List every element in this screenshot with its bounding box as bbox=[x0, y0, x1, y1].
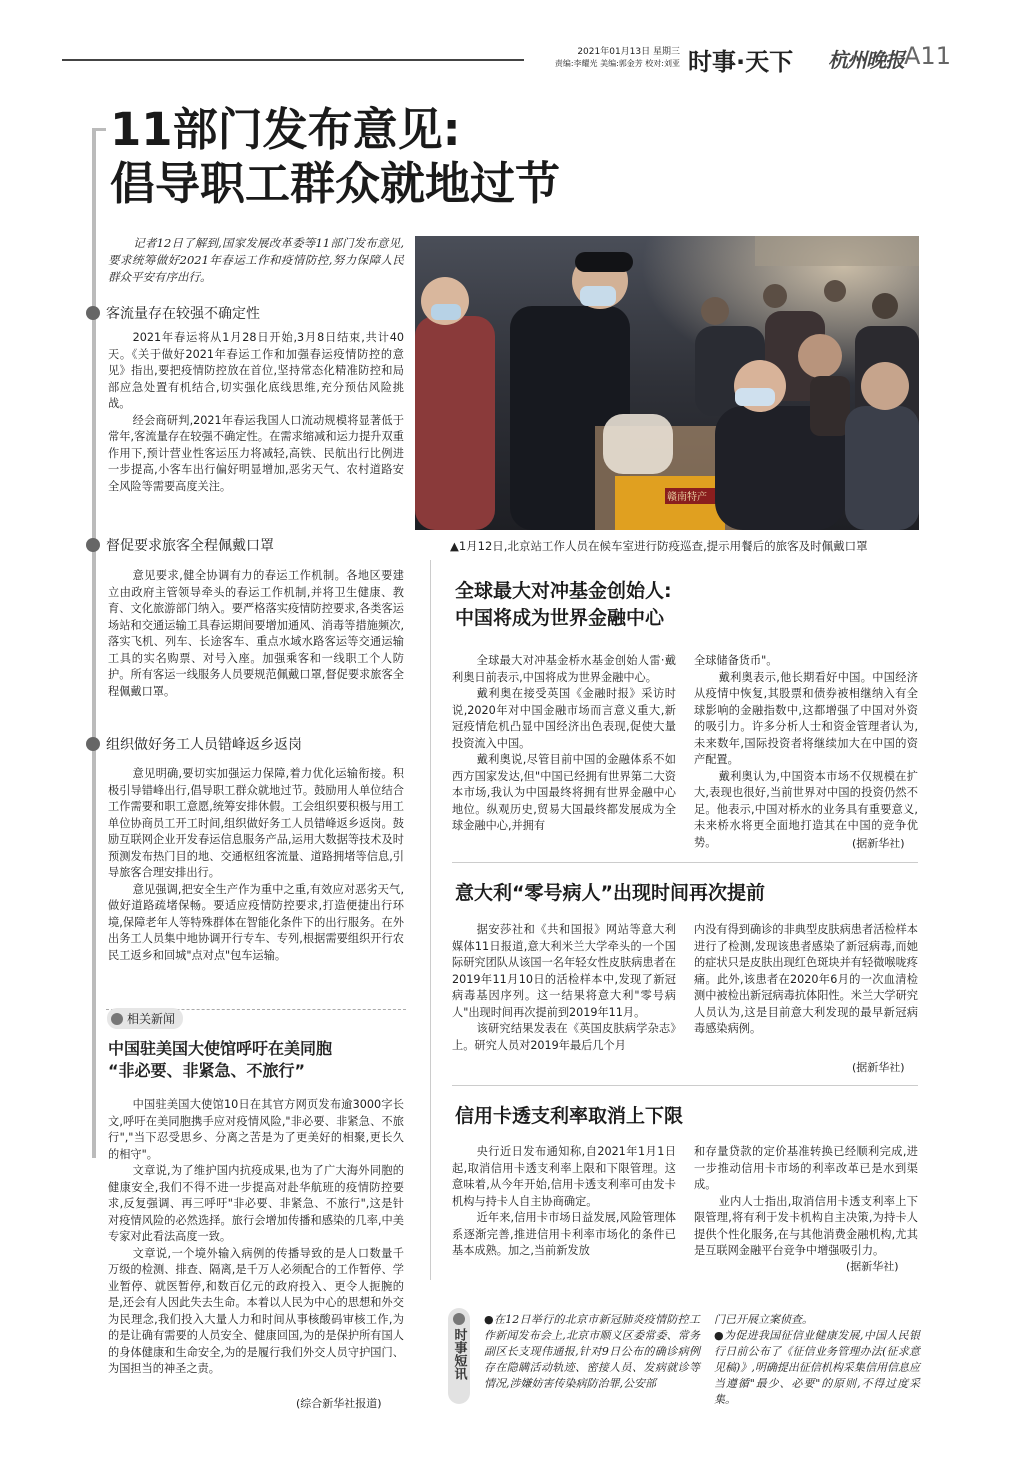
article4-title: 信用卡透支利率取消上下限 bbox=[455, 1105, 684, 1127]
paragraph: 和存量贷款的定价基准转换已经顺利完成,进一步推动信用卡市场的利率改革已是水到渠成。 bbox=[694, 1145, 918, 1191]
article2-col2 bbox=[694, 653, 918, 851]
paragraph: 内没有得到确诊的非典型皮肤病患者活检样本进行了检测,发现该患者感染了新冠病毒,而她的症状只是皮肤出现红色斑块并有轻微喉咙疼痛。此外,该患者在2020年6月的一次血清检测中被检出新冠病毒抗体阳性。米兰大学研究人员认为,这是目前意大利发现的最早新冠病毒感染病例。 bbox=[694, 923, 918, 1035]
paragraph: ●为促进我国征信业健康发展,中国人民银行日前公布了《征信业务管理办法(征求意见稿)》,明确提出征信机构采集信用信息应当遵循"最少、必要"的原则,不得过度采集。 bbox=[714, 1329, 920, 1406]
related-news-label-text: 相关新闻 bbox=[127, 1012, 176, 1026]
main-article-corner bbox=[92, 128, 106, 131]
paragraph: 2021年春运将从1月28日开始,3月8日结束,共计40天。《关于做好2021年春运工作和加强春运疫情防控的意见》指出,要把疫情防控放在首位,坚持常态化精准防控和局部应急处置有机结合,切实强化底线思维,充分预估风险挑战。 bbox=[108, 331, 404, 410]
paragraph: 业内人士指出,取消信用卡透支利率上下限管理,将有利于发卡机构自主决策,为持卡人提供个性化服务,在与其他消费金融机构,尤其是互联网金融平台竞争中增强吸引力。 bbox=[694, 1194, 918, 1257]
article2-title bbox=[455, 578, 672, 632]
article3-source: (据新华社) bbox=[852, 1061, 905, 1074]
paragraph: 门已开展立案侦查。 bbox=[714, 1313, 813, 1326]
paragraph: 近年来,信用卡市场日益发展,风险管理体系逐渐完善,推进信用卡利率市场化的条件已基本成熟。加之,当前新发放 bbox=[452, 1211, 676, 1257]
section-heading-2 bbox=[86, 535, 274, 555]
related-title-line2: “非必要、非紧急、不旅行” bbox=[108, 1061, 306, 1080]
paragraph: 经会商研判,2021年春运我国人口流动规模将显著低于常年,客流量存在较强不确定性。在需求缩减和运力提升双重作用下,预计营业性客运压力将减轻,高铁、民航出行比例进一步提高,小客车出行偏好明显增加,恶劣天气、农村道路安全风险等需要高度关注。 bbox=[108, 413, 404, 493]
article4-col2 bbox=[694, 1144, 918, 1260]
page-number: A11 bbox=[904, 42, 951, 70]
header-date: 2021年01月13日 星期三 bbox=[577, 47, 680, 57]
section-heading-3 bbox=[86, 734, 302, 754]
related-source: (综合新华社报道) bbox=[296, 1397, 382, 1410]
section-body-2 bbox=[108, 568, 404, 700]
bullet-icon bbox=[111, 1013, 123, 1025]
related-title-line1: 中国驻美国大使馆呼吁在美同胞 bbox=[108, 1039, 333, 1058]
station-scene-image bbox=[415, 236, 919, 530]
paragraph: 戴利奥说,尽管目前中国的金融体系不如西方国家发达,但"中国已经拥有世界第二大资本市场,我认为中国最终将拥有世界金融中心地位。纵观历史,贸易大国最终都发展成为全球金融中心,并拥有 bbox=[452, 753, 676, 832]
bullet-icon bbox=[86, 737, 100, 751]
related-title bbox=[108, 1038, 408, 1082]
page-title-line2: 倡导职工群众就地过节 bbox=[110, 157, 561, 210]
brief-col2 bbox=[714, 1312, 920, 1408]
photo-caption: ▲1月12日,北京站工作人员在候车室进行防疫巡查,提示用餐后的旅客及时佩戴口罩 bbox=[450, 539, 868, 553]
main-article-side-rule bbox=[92, 128, 96, 1158]
section-heading-2-text: 督促要求旅客全程佩戴口罩 bbox=[106, 538, 274, 554]
article3-col2 bbox=[694, 922, 918, 1038]
page-title-line1: 11部门发布意见: bbox=[110, 103, 461, 156]
paragraph: 戴利奥表示,他长期看好中国。中国经济从疫情中恢复,其股票和债券被相继纳入有全球影响的金融指数中,这都增强了中国对外资的吸引力。许多分析人士和资金管理者认为,未来数年,国际投资者将继续加大在中国的资产配置。 bbox=[694, 670, 918, 766]
news-photo bbox=[415, 236, 919, 530]
bullet-icon bbox=[86, 306, 100, 320]
article3-col1 bbox=[452, 922, 676, 1054]
bullet-icon bbox=[86, 538, 100, 552]
article3-title: 意大利“零号病人”出现时间再次提前 bbox=[455, 882, 765, 904]
paragraph: 戴利奥认为,中国资本市场不仅规模在扩大,表现也很好,当前世界对中国的投资仍然不足。他表示,中国对桥水的业务具有重要意义,未来桥水将更全面地打造其在中国的竞争优势。 bbox=[694, 769, 918, 849]
paragraph: 全球最大对冲基金桥水基金创始人雷·戴利奥日前表示,中国将成为世界金融中心。 bbox=[452, 654, 676, 684]
paragraph: 意见明确,要切实加强运力保障,着力优化运输衔接。积极引导错峰出行,倡导职工群众就地过节。鼓励用人单位结合工作需要和职工意愿,统筹安排休假。工会组织要积极与用工单位协商员工开工时间,组织做好务工人员错峰返乡返岗。鼓励互联网企业开发春运信息服务产品,运用大数据等技术及时预测发布热门目的地、交通枢纽客流量、道路拥堵等信息,引导旅客合理安排出行。 bbox=[108, 767, 404, 879]
related-news-label bbox=[107, 1008, 183, 1029]
paragraph: 意见强调,把安全生产作为重中之重,有效应对恶劣天气,做好道路疏堵保畅。要适应疫情防控要求,打造便捷出行环境,保障老年人等特殊群体在智能化条件下的出行服务。在外出务工人员集中地协调开行专车、专列,根据需要组织开行农民工返乡和回城"点对点"包车运输。 bbox=[108, 882, 404, 962]
section-body-3 bbox=[108, 766, 404, 964]
brief-col1: ●在12日举行的北京市新冠肺炎疫情防控工作新闻发布会上,北京市顺义区委常委、常务副区长支现伟通报,针对9日公布的确诊病例存在隐瞒活动轨迹、密接人员、发病就诊等情况,涉嫌妨害传染病防治罪,公安部 bbox=[484, 1313, 700, 1390]
paragraph: 全球储备货币"。 bbox=[694, 654, 778, 667]
bullet-icon bbox=[453, 1313, 465, 1325]
brief-label: 时事短讯 bbox=[451, 1328, 467, 1380]
paragraph: 央行近日发布通知称,自2021年1月1日起,取消信用卡透支利率上限和下限管理。这意味着,从今年开始,信用卡透支利率可由发卡机构与持卡人自主协商确定。 bbox=[452, 1145, 676, 1208]
section-body-1 bbox=[108, 330, 404, 495]
paragraph: 该研究结果发表在《英国皮肤病学杂志》上。研究人员对2019年最后几个月 bbox=[452, 1022, 676, 1052]
article2-title-line1: 全球最大对冲基金创始人: bbox=[455, 580, 672, 602]
lead-paragraph: 记者12日了解到,国家发展改革委等11部门发布意见,要求统筹做好2021年春运工作和疫情防控,努力保障人民群众平安有序出行。 bbox=[108, 236, 404, 284]
divider bbox=[452, 1085, 918, 1086]
column-separator bbox=[430, 560, 431, 1280]
article4-col1 bbox=[452, 1144, 676, 1260]
paragraph: 文章说,一个境外输入病例的传播导致的是人口数量千万级的检测、排查、隔离,是千万人必须配合的工作暂停、学业暂停、就医暂停,和数百亿元的政府投入、更令人扼腕的是,还会有人因此失去生命。本着以人民为中心的思想和外交为民理念,我们投入大量人力和时间从事核酸码审核工作,为的是让确有需要的人员安全、健康回国,为的是保护所有国人的身体健康和生命安全,为的是履行我们外交人员守护国门、为国担当的神圣之责。 bbox=[108, 1246, 404, 1375]
paragraph: 中国驻美国大使馆10日在其官方网页发布逾3000字长文,呼吁在美同胞携手应对疫情风险,"非必要、非紧急、不旅行","当下忍受思乡、分离之苦是为了更美好的相聚,更长久的相守"。 bbox=[108, 1098, 404, 1161]
article4-source: (据新华社) bbox=[846, 1260, 899, 1273]
section-heading-1-text: 客流量存在较强不确定性 bbox=[106, 306, 260, 322]
article2-title-line2: 中国将成为世界金融中心 bbox=[455, 607, 665, 629]
section-name: 时事·天下 bbox=[688, 48, 794, 76]
box-label: 赣南特产 bbox=[667, 492, 707, 503]
paragraph: 意见要求,健全协调有力的春运工作机制。各地区要建立由政府主管领导牵头的春运工作机制,并将卫生健康、教育、文化旅游部门纳入。要严格落实疫情防控要求,各类客运场站和交通运输工具春运期间要增加通风、消毒等措施频次,落实飞机、列车、长途客车、重点水域水路客运等交通运输工具的实名购票、对号入座。加强乘客和一线职工个人防护。所有客运一线服务人员要规范佩戴口罩,督促要求旅客全程佩戴口罩。 bbox=[108, 569, 404, 698]
paragraph: 戴利奥在接受英国《金融时报》采访时说,2020年对中国金融市场而言意义重大,新冠疫情危机凸显中国经济出色表现,促使大量投资流入中国。 bbox=[452, 687, 676, 750]
newspaper-logo: 杭州晚报 bbox=[828, 48, 904, 72]
header-meta bbox=[530, 47, 680, 69]
paragraph: 文章说,为了维护国内抗疫成果,也为了广大海外同胞的健康安全,我们不得不进一步提高对赴华航班的疫情防控要求,反复强调、再三呼吁"非必要、非紧急、不旅行",这是针对疫情风险的必然选择。旅行会增加传播和感染的几率,中美专家对此看法高度一致。 bbox=[108, 1164, 404, 1243]
divider bbox=[452, 862, 918, 863]
header-rule bbox=[62, 59, 524, 61]
article2-col1 bbox=[452, 653, 676, 835]
article2-source: (据新华社) bbox=[852, 837, 905, 850]
related-body bbox=[108, 1097, 404, 1378]
paragraph: 据安莎社和《共和国报》网站等意大利媒体11日报道,意大利米兰大学牵头的一个国际研究团队从该国一名年轻女性皮肤病患者在2019年11月10日的活检样本中,发现了新冠病毒基因序列。这一结果将意大利"零号病人"出现时间再次提前到2019年11月。 bbox=[452, 923, 676, 1019]
brief-label-tab bbox=[448, 1308, 470, 1404]
section-heading-1 bbox=[86, 303, 260, 323]
page-title bbox=[110, 103, 560, 211]
section-heading-3-text: 组织做好务工人员错峰返乡返岗 bbox=[106, 737, 302, 753]
header-credits: 责编:李耀光 美编:郭金芳 校对:刘亚 bbox=[554, 59, 680, 68]
